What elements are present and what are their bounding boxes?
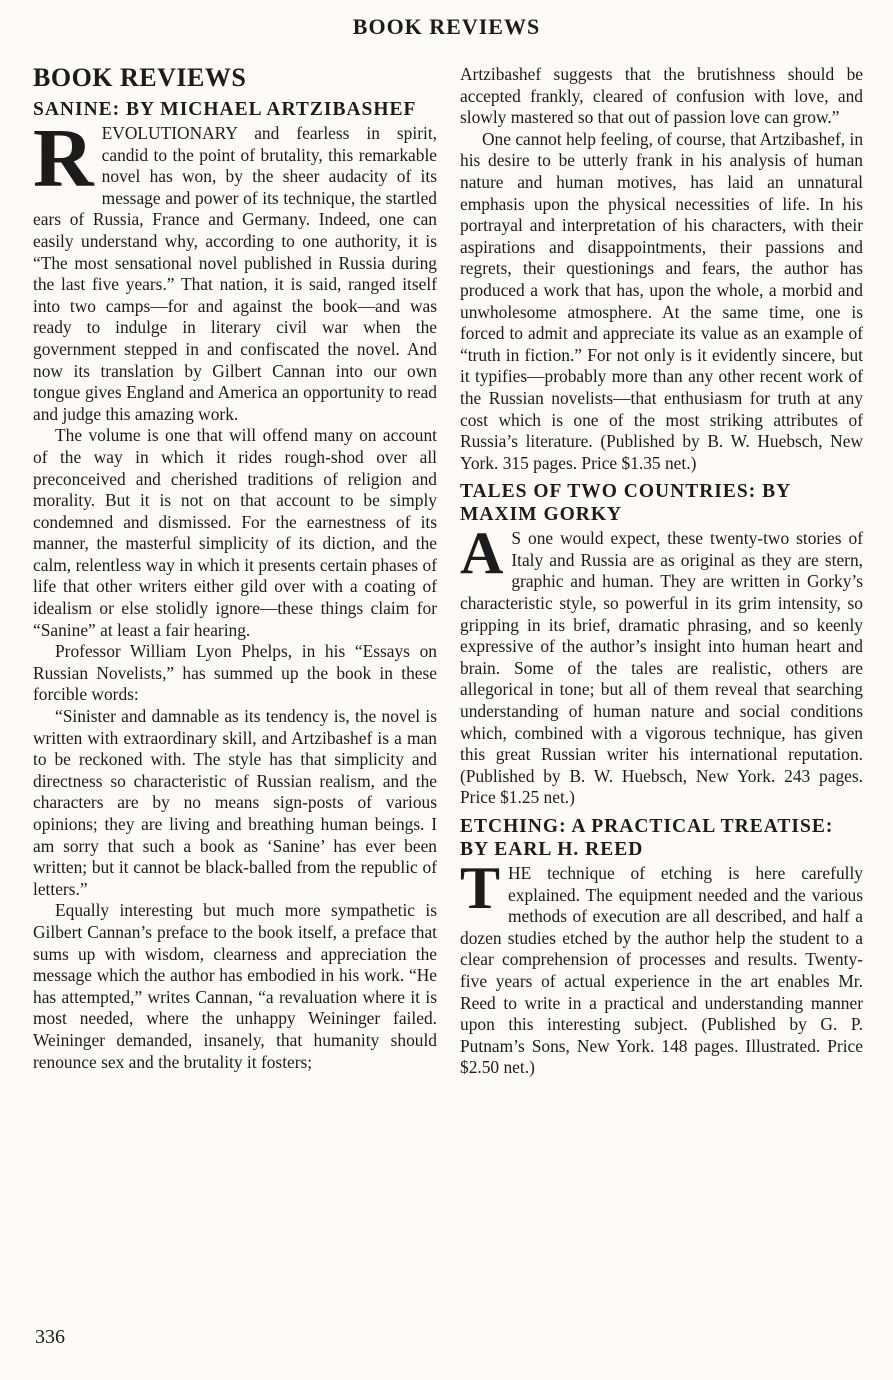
left-column bbox=[33, 64, 437, 1073]
drop-cap: R bbox=[33, 112, 94, 205]
drop-cap: T bbox=[460, 855, 501, 921]
review-paragraph: Equally interesting but much more sympathetic is Gilbert Cannan’s preface to the book itself, a preface that sums up with wisdom, clearness and appreciation the message which the author has embodied in his work. “He has attempted,” writes Cannan, “a revaluation where it is most needed, where the unhappy Weininger failed. Weininger demanded, insanely, that humanity should renounce sex and the brutality it fosters; bbox=[33, 900, 437, 1072]
section-heading: BOOK REVIEWS bbox=[33, 63, 247, 92]
review-title-gorky: TALES OF TWO COUNTRIES: BY MAXIM GORKY bbox=[460, 481, 791, 526]
review-paragraph: “Sinister and damnable as its tendency is, the novel is written with extraordinary skill, and Artzibashef is a man to be reckoned with. The style has that simplicity and directness so characteristic of Russian realism, and the characters are by no means sign-posts of various opinions; they are living and breathing human beings. I am sorry that such a book as ‘Sanine’ has ever been written; but it cannot be black-balled from the republic of letters.” bbox=[33, 706, 437, 899]
review-paragraph: The volume is one that will offend many on account of the way in which it rides rough-shod over all preconceived and cherished traditions of religion and morality. But it is not on that account to be simply condemned and dismissed. For the earnestness of its manner, the masterful simplicity of its diction, and the calm, relentless way in which it presents certain phases of life that other writers either gild over with a coating of idealism or else stolidly ignore—these things claim for “Sanine” at least a fair hearing. bbox=[33, 425, 437, 640]
review-paragraph: THE technique of etching is here carefully explained. The equipment needed and the various methods of execution are all described, and half a dozen studies etched by the author help the student to a clear comprehension of processes and results. Twenty-five years of actual experience in the art enables Mr. Reed to write in a practical and understanding manner upon this interesting subject. (Published by G. P. Putnam’s Sons, New York. 148 pages. Illustrated. Price $2.50 net.) bbox=[460, 855, 863, 1078]
review-paragraph: Artzibashef suggests that the brutishness should be accepted frankly, cleared of confusion with love, and slowly mastered so that out of passion love can grow.” bbox=[460, 64, 863, 128]
review-paragraph: REVOLUTIONARY and fearless in spirit, candid to the point of brutality, this remarkable novel has won, by the sheer audacity of its message and power of its technique, the startled ears of Russia, France and Germany. Indeed, one can easily understand why, according to one authority, it is “The most sensational novel published in Russia during the last five years.” That nation, it is said, ranged itself into two camps—for and against the book—and was ready to indulge in literary civil war when the government stepped in and confiscated the novel. And now its translation by Gilbert Cannan into our own tongue gives England and America an opportunity to read and judge this amazing work. bbox=[33, 112, 437, 424]
review-paragraph: One cannot help feeling, of course, that Artzibashef, in his desire to be utterly frank in his analysis of human nature and human motives, has laid an unnatural emphasis upon the physical necessities of life. In his portrayal and interpretation of his characters, with their aspirations and disappointments, their passions and regrets, their questionings and fears, the author has produced a work that has, upon the whole, a morbid and unwholesome atmosphere. At the same time, one is forced to admit and appreciate its value as an example of “truth in fiction.” For not only is it evidently sincere, but it typifies—probably more than any other recent work of the Russian novelists—that enthusiasm for truth at any cost which is one of the most striking attributes of Russia’s literature. (Published by B. W. Huebsch, New York. 315 pages. Price $1.35 net.) bbox=[460, 128, 864, 473]
review-paragraph: A S one would expect, these twenty-two stories of Italy and Russia are as original as they are stern, graphic and human. They are written in Gorky’s characteristic style, so powerful in its grim intensity, so gripping in its brief, dramatic phrasing, and so keenly expressive of the author’s insight into human heart and brain. Some of the tales are realistic, others are allegorical in tone; but all of them reveal that searching understanding of human nature and social conditions which, combined with a vigorous technique, has given this great Russian writer his international reputation. (Published by B. W. Huebsch, New York. 243 pages. Price $1.25 net.) bbox=[460, 520, 863, 808]
drop-cap: A bbox=[460, 520, 504, 587]
review-title-etching: ETCHING: A PRACTICAL TREATISE: BY EARL H. REED bbox=[460, 816, 834, 860]
right-column bbox=[460, 64, 863, 1079]
running-head: BOOK REVIEWS bbox=[352, 14, 541, 39]
review-paragraph: Professor William Lyon Phelps, in his “Essays on Russian Novelists,” has summed up the book in these forcible words: bbox=[33, 641, 437, 705]
review-title-sanine: SANINE: BY MICHAEL ARTZIBASHEF bbox=[33, 99, 417, 120]
page-number: 336 bbox=[35, 1326, 65, 1348]
